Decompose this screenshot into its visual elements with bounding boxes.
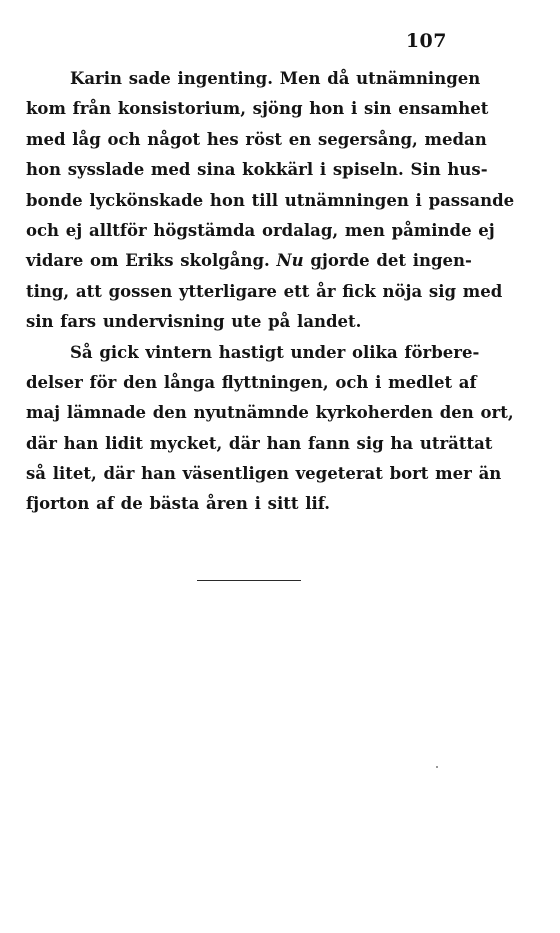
text-line: så litet, där han väsentligen vegeterat bort mer än	[26, 464, 502, 484]
paragraph-1	[26, 64, 515, 338]
text-line: delser för den långa flyttningen, och i medlet af	[26, 372, 477, 392]
italic-word: Nu	[276, 251, 304, 271]
text-segment: gjorde det ingen-	[310, 251, 472, 271]
text-line: sin fars undervisning ute på landet.	[26, 312, 362, 332]
paragraph-2	[26, 338, 514, 520]
body-text	[26, 64, 515, 520]
print-speck	[436, 766, 438, 768]
text-segment: vidare om Eriks skolgång.	[26, 251, 270, 271]
page-number: 107	[405, 30, 447, 52]
text-line: ting, att gossen ytterligare ett år fick nöja sig med	[26, 281, 503, 301]
text-line-mixed	[26, 246, 470, 276]
text-line: och ej alltför högstämda ordalag, men påminde ej	[26, 220, 495, 240]
text-line: bonde lyckönskade hon till utnämningen i passande	[26, 190, 515, 210]
text-line: maj lämnade den nyutnämnde kyrkoherden den ort,	[26, 403, 514, 423]
text-line: fjorton af de bästa åren i sitt lif.	[26, 494, 330, 514]
text-line: Karin sade ingenting. Men då utnämningen	[70, 69, 481, 88]
text-line: där han lidit mycket, där han fann sig ha uträttat	[26, 433, 493, 453]
text-line: Så gick vintern hastigt under olika förbere-	[70, 342, 480, 362]
text-line: kom från konsistorium, sjöng hon i sin ensamhet	[26, 99, 489, 119]
text-line: hon sysslade med sina kokkärl i spiseln. Sin hus-	[26, 160, 488, 180]
section-end-rule	[197, 580, 301, 581]
text-line: med låg och något hes röst en segersång, medan	[26, 129, 487, 149]
